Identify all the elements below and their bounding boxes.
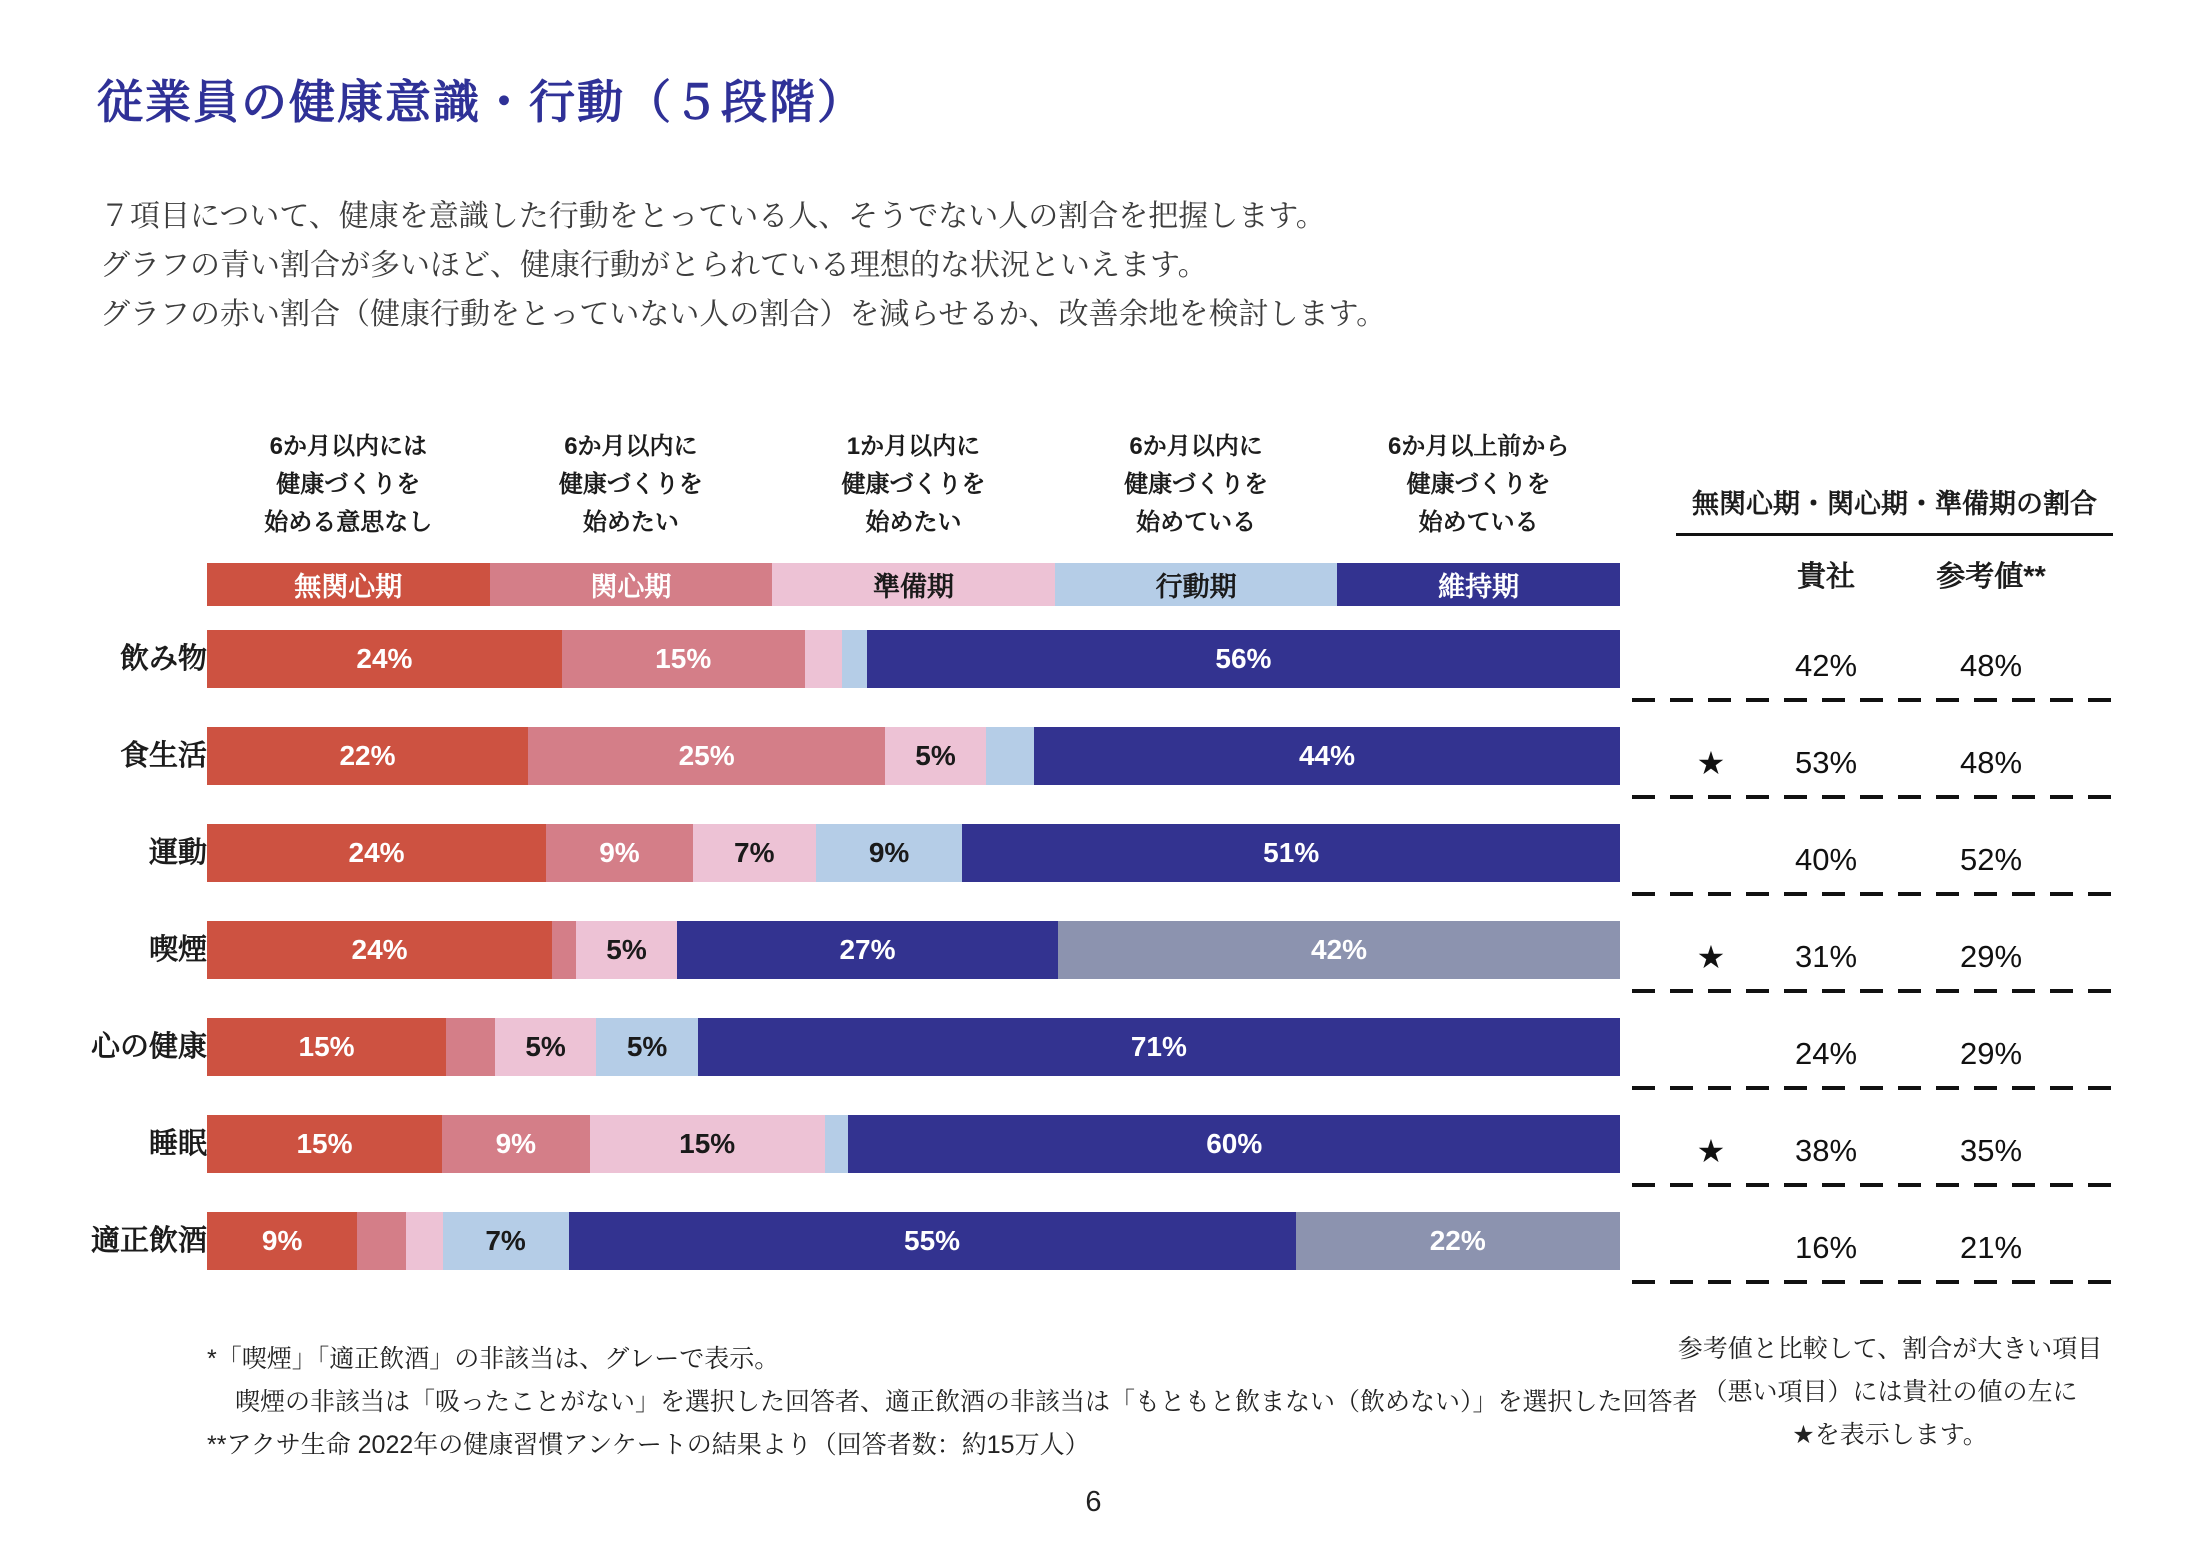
row-spacer xyxy=(1620,921,1676,979)
footnotes xyxy=(207,1338,1698,1467)
segment-value: 42% xyxy=(1311,934,1368,965)
stage-header-line: 始める意思なし xyxy=(264,509,433,536)
bar-segment-iji xyxy=(698,1018,1620,1076)
legend-item-iji: 維持期 xyxy=(1337,563,1620,606)
bar-segment-kodo xyxy=(596,1018,697,1076)
segment-value: 27% xyxy=(839,934,896,965)
bar-segment-kodo xyxy=(825,1115,849,1173)
segment-value: 25% xyxy=(678,740,735,771)
dashed-divider xyxy=(1632,1183,2111,1187)
bar-segment-iji xyxy=(962,824,1620,882)
chart-row xyxy=(87,727,2147,785)
footnote-line: *「喫煙」「適正飲酒」の非該当は、グレーで表示。 xyxy=(207,1345,780,1373)
bar-segment-iji xyxy=(867,630,1620,688)
reference-value: 48% xyxy=(1959,745,2023,780)
bar-segment-mukanshin xyxy=(207,727,528,785)
bar-segment-kanshin xyxy=(546,824,693,882)
bar-segment-junbi xyxy=(805,630,842,688)
star-column-spacer xyxy=(1676,554,1746,595)
chart-row xyxy=(87,1018,2147,1076)
dashed-divider xyxy=(1632,795,2111,799)
star-marker: ★ xyxy=(1696,1133,1726,1169)
stage-legend-bar xyxy=(207,563,1620,606)
footnote-line: **アクサ生命 2022年の健康習慣アンケートの結果より（回答者数：約15万人） xyxy=(207,1431,1090,1459)
reference-value: 29% xyxy=(1959,939,2023,974)
stage-header-line: 健康づくりを xyxy=(558,471,703,498)
company-value: 38% xyxy=(1794,1133,1858,1168)
bar-segment-na xyxy=(1296,1212,1620,1270)
company-value: 24% xyxy=(1794,1036,1858,1071)
segment-value: 22% xyxy=(339,740,396,771)
row-spacer xyxy=(1620,1018,1676,1076)
stage-header-line: 健康づくりを xyxy=(1124,471,1269,498)
stage-header-line: 6か月以内に xyxy=(564,433,698,460)
bar-segment-kanshin xyxy=(446,1018,495,1076)
bar-segment-iji xyxy=(1034,727,1620,785)
row-spacer xyxy=(1620,824,1676,882)
stacked-bar xyxy=(207,824,1620,882)
segment-value: 9% xyxy=(599,837,640,868)
segment-value: 15% xyxy=(655,643,712,674)
bar-segment-junbi xyxy=(693,824,816,882)
description-block xyxy=(100,192,1386,339)
row-label: 食生活 xyxy=(119,740,207,772)
row-label: 睡眠 xyxy=(148,1128,207,1160)
chart-row xyxy=(87,630,2147,688)
bar-segment-iji xyxy=(569,1212,1296,1270)
note-line: ★を表示します。 xyxy=(1792,1421,1988,1449)
segment-value: 71% xyxy=(1130,1031,1187,1062)
bar-segment-kodo xyxy=(986,727,1034,785)
bar-segment-kodo xyxy=(443,1212,569,1270)
description-line: ７項目について、健康を意識した行動をとっている人、そうでない人の割合を把握します。 xyxy=(100,200,1326,233)
stage-header-line: 始めている xyxy=(1136,509,1257,536)
bar-segment-mukanshin xyxy=(207,1018,446,1076)
segment-value: 56% xyxy=(1215,643,1272,674)
row-label: 喫煙 xyxy=(148,934,207,966)
stage-header-line: 1か月以内に xyxy=(846,433,981,460)
star-marker: ★ xyxy=(1696,939,1726,975)
reference-value: 29% xyxy=(1959,1036,2023,1071)
stage-header-line: 始めたい xyxy=(582,509,679,536)
stage-header-line: 6か月以内に xyxy=(1129,433,1263,460)
row-label: 飲み物 xyxy=(119,643,207,675)
dashed-divider xyxy=(1632,1086,2111,1090)
stacked-bar xyxy=(207,1115,1620,1173)
stage-header-kodo xyxy=(1055,428,1338,542)
segment-value: 15% xyxy=(679,1128,736,1159)
stacked-bar xyxy=(207,1018,1620,1076)
row-label: 適正飲酒 xyxy=(90,1225,207,1257)
legend-item-junbi: 準備期 xyxy=(772,563,1055,606)
segment-value: 44% xyxy=(1298,740,1356,771)
bar-segment-junbi xyxy=(885,727,986,785)
bar-segment-mukanshin xyxy=(207,1115,442,1173)
row-spacer xyxy=(1620,1115,1676,1173)
bar-segment-junbi xyxy=(406,1212,443,1270)
stage-header-line: 始めたい xyxy=(865,509,962,536)
bar-segment-kanshin xyxy=(528,727,885,785)
description-line: グラフの青い割合が多いほど、健康行動がとられている理想的な状況といえます。 xyxy=(100,249,1208,282)
segment-value: 55% xyxy=(904,1225,961,1256)
row-label: 運動 xyxy=(148,837,207,869)
right-table-columns xyxy=(1676,554,2113,595)
row-spacer xyxy=(1620,727,1676,785)
company-value: 42% xyxy=(1794,648,1858,683)
page-title: 従業員の健康意識・行動（５段階） xyxy=(97,76,865,128)
row-spacer xyxy=(1620,1212,1676,1270)
reference-column-header: 参考値** xyxy=(1936,561,2046,593)
stage-header-kanshin xyxy=(490,428,773,542)
right-table-row xyxy=(1676,921,2111,993)
reference-value: 52% xyxy=(1959,842,2023,877)
stage-headers xyxy=(207,428,1620,542)
segment-value: 5% xyxy=(626,1031,668,1062)
bar-segment-kodo xyxy=(842,630,867,688)
segment-value: 5% xyxy=(915,740,956,771)
right-table-row xyxy=(1676,727,2111,799)
segment-value: 60% xyxy=(1206,1128,1263,1159)
segment-value: 24% xyxy=(348,837,405,868)
chart-row xyxy=(87,1212,2147,1270)
stage-header-iji xyxy=(1337,428,1620,542)
segment-value: 9% xyxy=(868,837,910,868)
chart-rows xyxy=(87,630,2147,1309)
stacked-bar xyxy=(207,630,1620,688)
stage-header-junbi xyxy=(772,428,1055,542)
stage-header-line: 健康づくりを xyxy=(841,471,986,498)
stage-header-mukanshin xyxy=(207,428,490,542)
segment-value: 7% xyxy=(734,837,775,868)
stacked-bar xyxy=(207,727,1620,785)
reference-value: 21% xyxy=(1959,1230,2023,1265)
bar-segment-mukanshin xyxy=(207,1212,357,1270)
legend-item-mukanshin: 無関心期 xyxy=(207,563,490,606)
reference-value: 48% xyxy=(1959,648,2023,683)
row-spacer xyxy=(1620,630,1676,688)
legend-item-kodo: 行動期 xyxy=(1055,563,1338,606)
row-label: 心の健康 xyxy=(90,1031,207,1063)
dashed-divider xyxy=(1632,698,2111,702)
reference-value: 35% xyxy=(1959,1133,2023,1168)
page-number: 6 xyxy=(1085,1486,1102,1518)
legend-item-kanshin: 関心期 xyxy=(490,563,773,606)
bar-segment-junbi xyxy=(576,921,677,979)
stage-header-line: 始めている xyxy=(1418,509,1539,536)
bar-segment-kanshin xyxy=(442,1115,590,1173)
segment-value: 7% xyxy=(485,1225,526,1256)
segment-value: 9% xyxy=(495,1128,537,1159)
note-line: 参考値と比較して、割合が大きい項目 xyxy=(1677,1335,2103,1363)
dashed-divider xyxy=(1632,989,2111,993)
right-table-row xyxy=(1676,824,2111,896)
segment-value: 15% xyxy=(296,1128,353,1159)
segment-value: 9% xyxy=(261,1225,303,1256)
segment-value: 15% xyxy=(298,1031,355,1062)
right-table-row xyxy=(1676,630,2111,702)
right-table-row xyxy=(1676,1018,2111,1090)
dashed-divider xyxy=(1632,1280,2111,1284)
bar-segment-iji xyxy=(677,921,1058,979)
bar-segment-kodo xyxy=(816,824,963,882)
segment-value: 22% xyxy=(1429,1225,1486,1256)
footnote-line: 喫煙の非該当は「吸ったことがない」を選択した回答者、適正飲酒の非該当は「もともと飲まない（飲めない）」を選択した回答者 xyxy=(235,1388,1698,1416)
note-line: （悪い項目）には貴社の値の左に xyxy=(1702,1378,2078,1406)
bar-segment-junbi xyxy=(495,1018,596,1076)
segment-value: 24% xyxy=(356,643,413,674)
stacked-bar xyxy=(207,1212,1620,1270)
bar-segment-kanshin xyxy=(552,921,576,979)
right-table-header xyxy=(1676,482,2113,595)
chart-row xyxy=(87,921,2147,979)
bar-segment-na xyxy=(1058,921,1620,979)
description-line: グラフの赤い割合（健康行動をとっていない人の割合）を減らせるか、改善余地を検討します。 xyxy=(100,298,1387,331)
bar-segment-mukanshin xyxy=(207,921,552,979)
stage-header-line: 6か月以内には xyxy=(269,433,427,460)
right-table-title: 無関心期・関心期・準備期の割合 xyxy=(1676,482,2113,536)
right-table-row xyxy=(1676,1115,2111,1187)
right-table-row xyxy=(1676,1212,2111,1284)
company-value: 40% xyxy=(1794,842,1858,877)
chart-row xyxy=(87,1115,2147,1173)
company-value: 16% xyxy=(1794,1230,1858,1265)
segment-value: 51% xyxy=(1263,837,1320,868)
bar-segment-mukanshin xyxy=(207,630,562,688)
segment-value: 5% xyxy=(525,1031,566,1062)
bar-segment-junbi xyxy=(590,1115,825,1173)
bar-segment-kanshin xyxy=(562,630,805,688)
bar-segment-mukanshin xyxy=(207,824,546,882)
bar-segment-kanshin xyxy=(357,1212,406,1270)
bar-segment-iji xyxy=(848,1115,1620,1173)
star-explanation-note xyxy=(1628,1328,2152,1457)
company-value: 53% xyxy=(1794,745,1858,780)
company-value: 31% xyxy=(1794,939,1858,974)
stage-header-line: 6か月以上前から xyxy=(1387,433,1570,460)
chart-row xyxy=(87,824,2147,882)
stacked-bar xyxy=(207,921,1620,979)
dashed-divider xyxy=(1632,892,2111,896)
stage-header-line: 健康づくりを xyxy=(276,471,421,498)
company-column-header: 貴社 xyxy=(1796,561,1855,593)
stage-header-line: 健康づくりを xyxy=(1406,471,1551,498)
segment-value: 24% xyxy=(351,934,408,965)
star-marker: ★ xyxy=(1696,745,1726,781)
segment-value: 5% xyxy=(606,934,647,965)
